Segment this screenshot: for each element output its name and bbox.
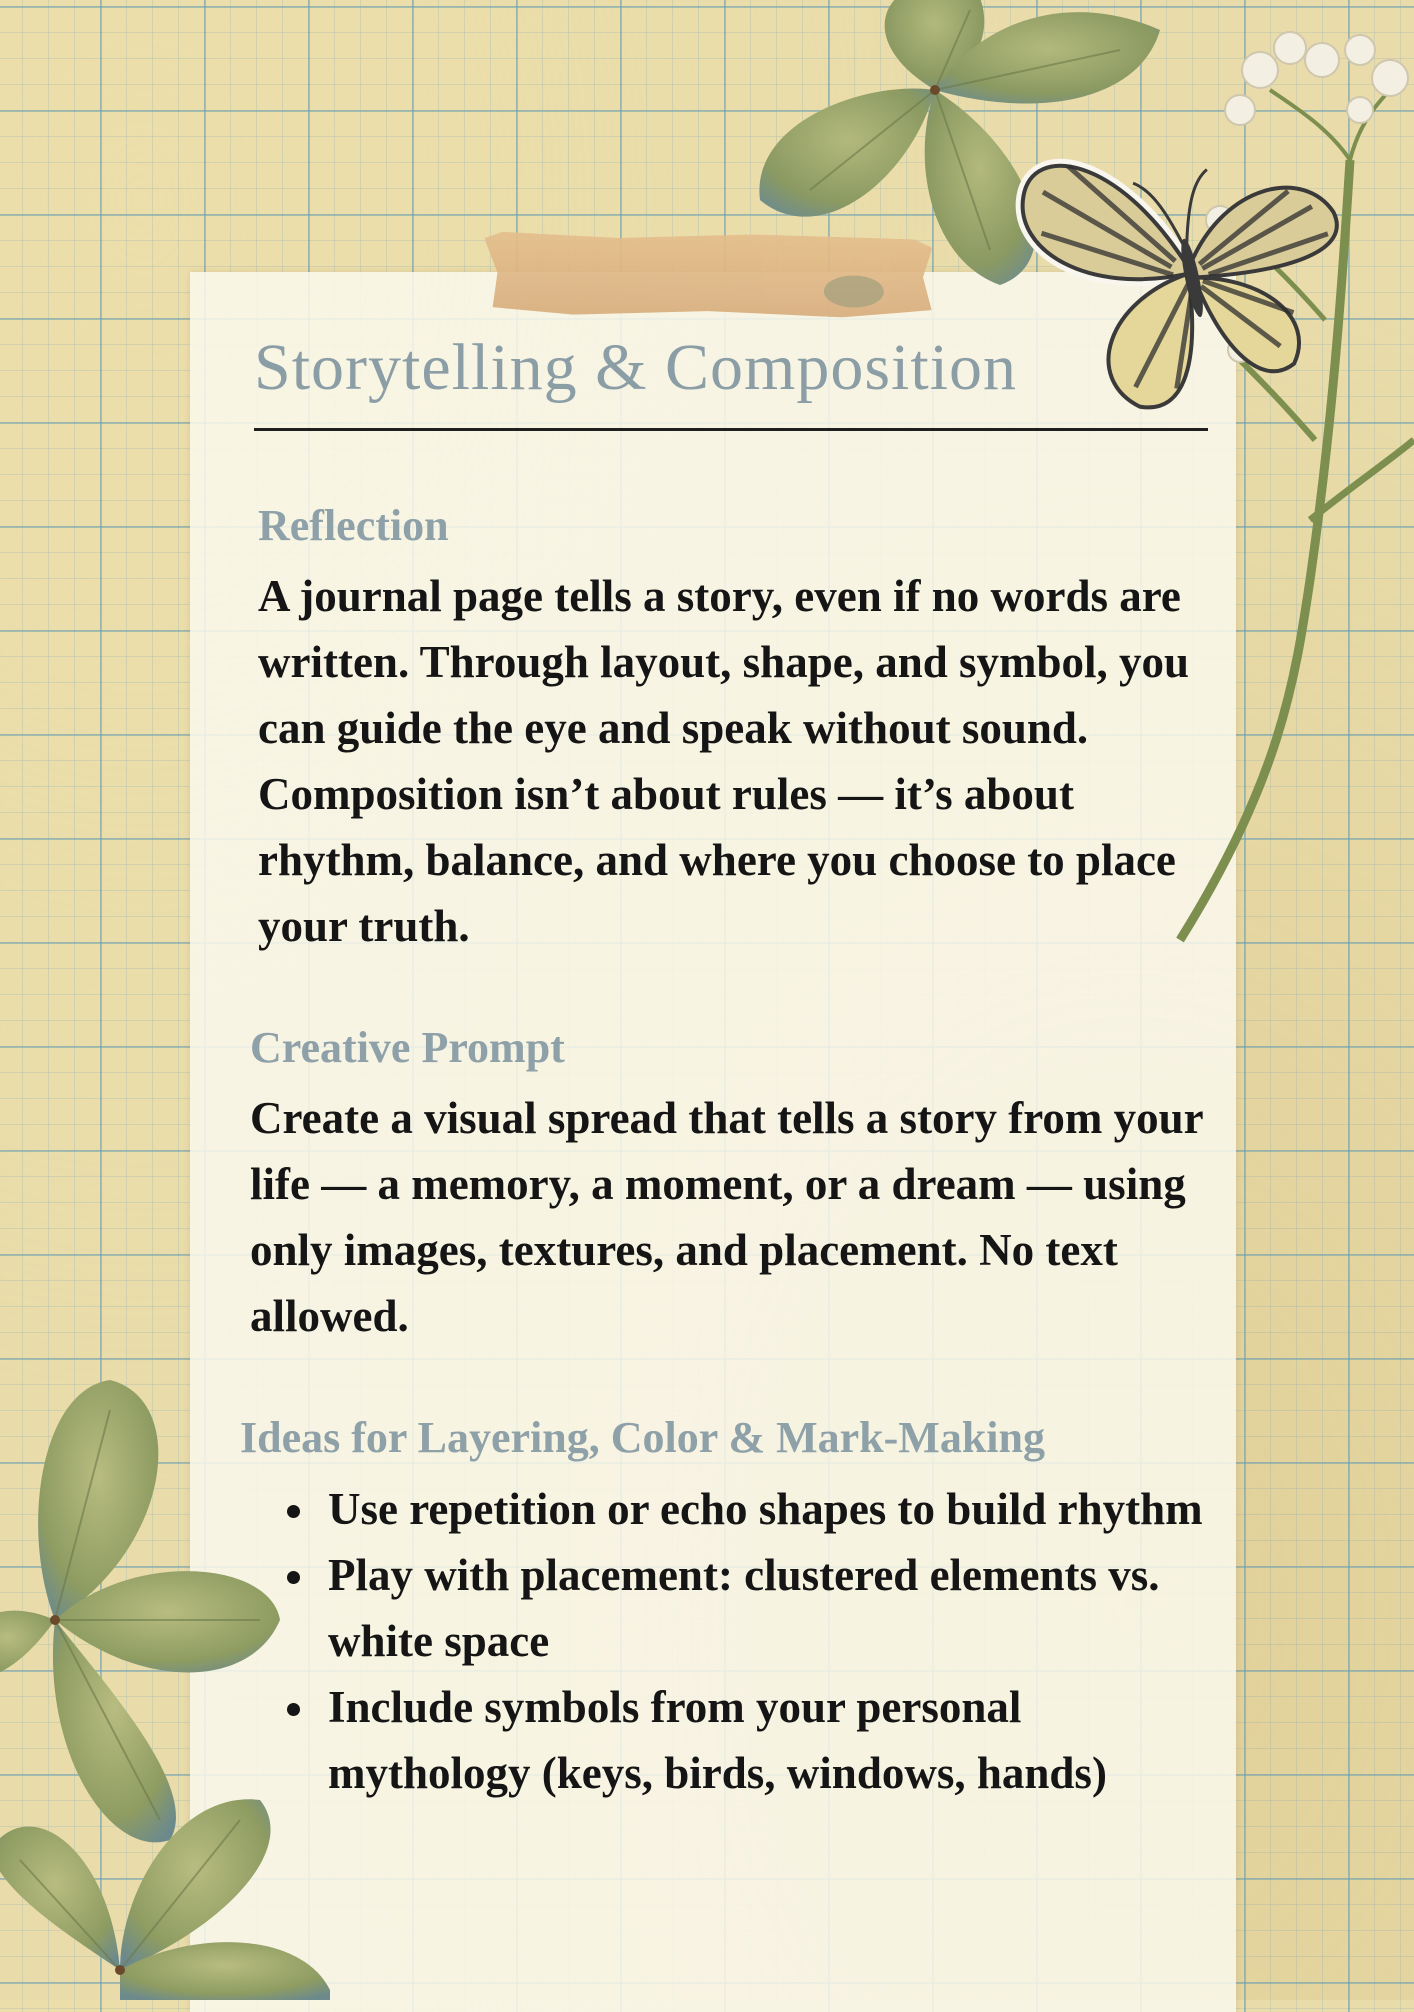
ideas-list xyxy=(264,1476,1220,1806)
title-divider xyxy=(254,428,1208,431)
tape-strip-decoration xyxy=(484,232,933,319)
list-item: • Use repetition or echo shapes to build rhythm xyxy=(320,1476,1220,1542)
page-title: Storytelling & Composition xyxy=(254,331,1018,404)
reflection-text: A journal page tells a story, even if no words are written. Through layout, shape, and symbol, you can guide the eye and speak without sound. Composition isn’t about rules — it’s about rhythm, balance, and where you choose to place your truth. xyxy=(258,571,1190,951)
creative-prompt-text: Create a visual spread that tells a story from your life — a memory, a moment, or a dream — using only images, textures, and placement. No text allowed. xyxy=(250,1093,1203,1341)
ideas-heading: Ideas for Layering, Color & Mark-Making xyxy=(240,1413,1045,1462)
creative-prompt-heading: Creative Prompt xyxy=(250,1023,565,1072)
list-item: • Include symbols from your personal mythology (keys, birds, windows, hands) xyxy=(320,1674,1220,1806)
reflection-heading: Reflection xyxy=(258,501,449,550)
list-item: • Play with placement: clustered elements vs. white space xyxy=(320,1542,1220,1674)
butterfly-decoration xyxy=(1000,84,1370,434)
